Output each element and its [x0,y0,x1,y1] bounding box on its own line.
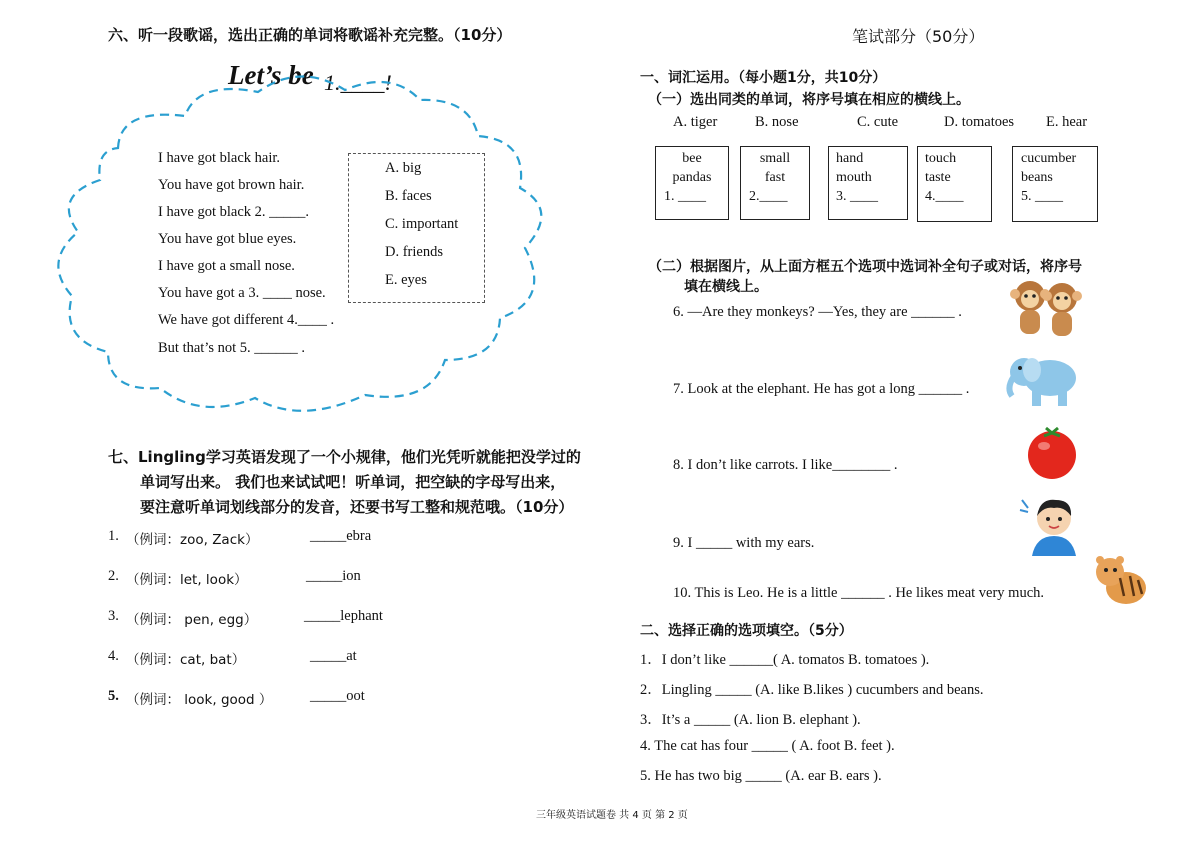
item-example: （例词：let, look） [126,572,248,588]
picture-sentence-6: 6. —Are they monkeys? —Yes, they are ______ . [673,304,962,320]
tiger-image [1090,548,1148,606]
tomato-image [1024,424,1080,480]
box-word: bee [682,151,702,166]
choice-item-2: 2．Lingling _____ (A. like B.likes ) cucumbers and beans. [640,682,984,698]
box-word: pandas [672,170,712,185]
section-6-title: 六、听一段歌谣，选出正确的单词将歌谣补充完整。（10分） [108,26,512,44]
section-7-title-3: 要注意听单词划线部分的发音，还要书写工整和规范哦。（10分） [140,498,574,516]
choice-item-4: 4. The cat has four _____ ( A. foot B. feet ). [640,738,895,754]
song-line: But that’s not 5. ______ . [158,340,306,356]
choice-item-5: 5. He has two big _____ (A. ear B. ears ). [640,768,882,784]
choice-item-3: 3．It’s a _____ (A. lion B. elephant ). [640,712,861,728]
box-word: fast [764,170,786,185]
song-line: You have got a 3. ____ nose. [158,285,326,301]
box-word: small [759,151,791,166]
song-line: You have got blue eyes. [158,231,297,247]
section-1-title: 一、词汇运用。（每小题1分，共10分） [640,70,887,86]
word-box-1 [655,146,729,220]
box-word: touch [925,151,957,166]
song-line: You have got brown hair. [158,177,305,193]
word-option: C. cute [857,114,899,130]
item-blank: _____oot [310,688,365,704]
word-option: D. tomatoes [944,114,1015,130]
item-blank: _____at [310,648,357,664]
word-box-3 [828,146,908,220]
song-option: E. eyes [385,272,427,288]
song-line: We have got different 4.____ . [158,312,335,328]
item-example: （例词： look, good ） [126,692,273,708]
song-option: A. big [385,160,422,176]
word-box-5 [1012,146,1098,222]
choice-item-1: 1．I don’t like ______( A. tomatos B. tomatoes ). [640,652,930,668]
song-title: Let’s be [228,60,314,90]
section-2-title: 二、选择正确的选项填空。（5分） [640,623,853,639]
song-line: I have got a small nose. [158,258,295,274]
picture-sentence-8: 8. I don’t like carrots. I like________ . [673,457,898,473]
box-word: beans [1021,170,1053,185]
word-box-2 [740,146,810,220]
song-option: B. faces [385,188,432,204]
item-blank: _____ion [306,568,361,584]
box-word: hand [836,151,864,166]
item-example: （例词：cat, bat） [126,652,246,668]
box-word: taste [925,170,951,185]
box-blank: 1. ____ [664,189,706,204]
song-option: C. important [385,216,459,232]
item-number: 1. [108,528,119,544]
box-word: mouth [836,170,872,185]
section-1b-title-1: （二）根据图片，从上面方框五个选项中选词补全句子或对话，将序号 [648,259,1082,275]
section-7-title-2: 单词写出来。 我们也来试试吧！听单词，把空缺的字母写出来， [140,473,566,491]
item-number: 5. [108,688,119,704]
picture-sentence-7: 7. Look at the elephant. He has got a long ______ . [673,381,970,397]
section-1a-title: （一）选出同类的单词，将序号填在相应的横线上。 [648,92,970,108]
box-word: cucumber [1021,151,1077,166]
item-blank: _____ebra [310,528,372,544]
elephant-image [1002,348,1082,410]
monkeys-image [1010,276,1085,340]
item-example: （例词：zoo, Zack） [126,532,259,548]
item-number: 2. [108,568,119,584]
item-number: 4. [108,648,119,664]
item-blank: _____lephant [304,608,383,624]
box-blank: 3. ____ [836,189,878,204]
part-title: 笔试部分（50分） [852,27,985,46]
boy-image [1018,494,1088,556]
box-blank: 5. ____ [1021,189,1063,204]
picture-sentence-9: 9. I _____ with my ears. [673,535,815,551]
word-box-4 [917,146,992,222]
item-example: （例词： pen, egg） [126,612,258,628]
song-line: I have got black 2. _____. [158,204,310,220]
word-option: B. nose [755,114,799,130]
song-title-blank: 1.____! [324,70,392,95]
section-1b-title-2: 填在横线上。 [684,279,768,295]
song-line: I have got black hair. [158,150,280,166]
item-number: 3. [108,608,119,624]
picture-sentence-10: 10. This is Leo. He is a little ______ . He likes meat very much. [673,585,1045,601]
song-option: D. friends [385,244,443,260]
box-blank: 2.____ [749,189,788,204]
section-7-title-1: 七、Lingling学习英语发现了一个小规律，他们光凭听就能把没学过的 [108,448,581,466]
page-footer: 三年级英语试题卷 共 4 页 第 2 页 [536,810,688,821]
box-blank: 4.____ [925,189,964,204]
word-option: E. hear [1046,114,1088,130]
word-option: A. tiger [673,114,718,130]
